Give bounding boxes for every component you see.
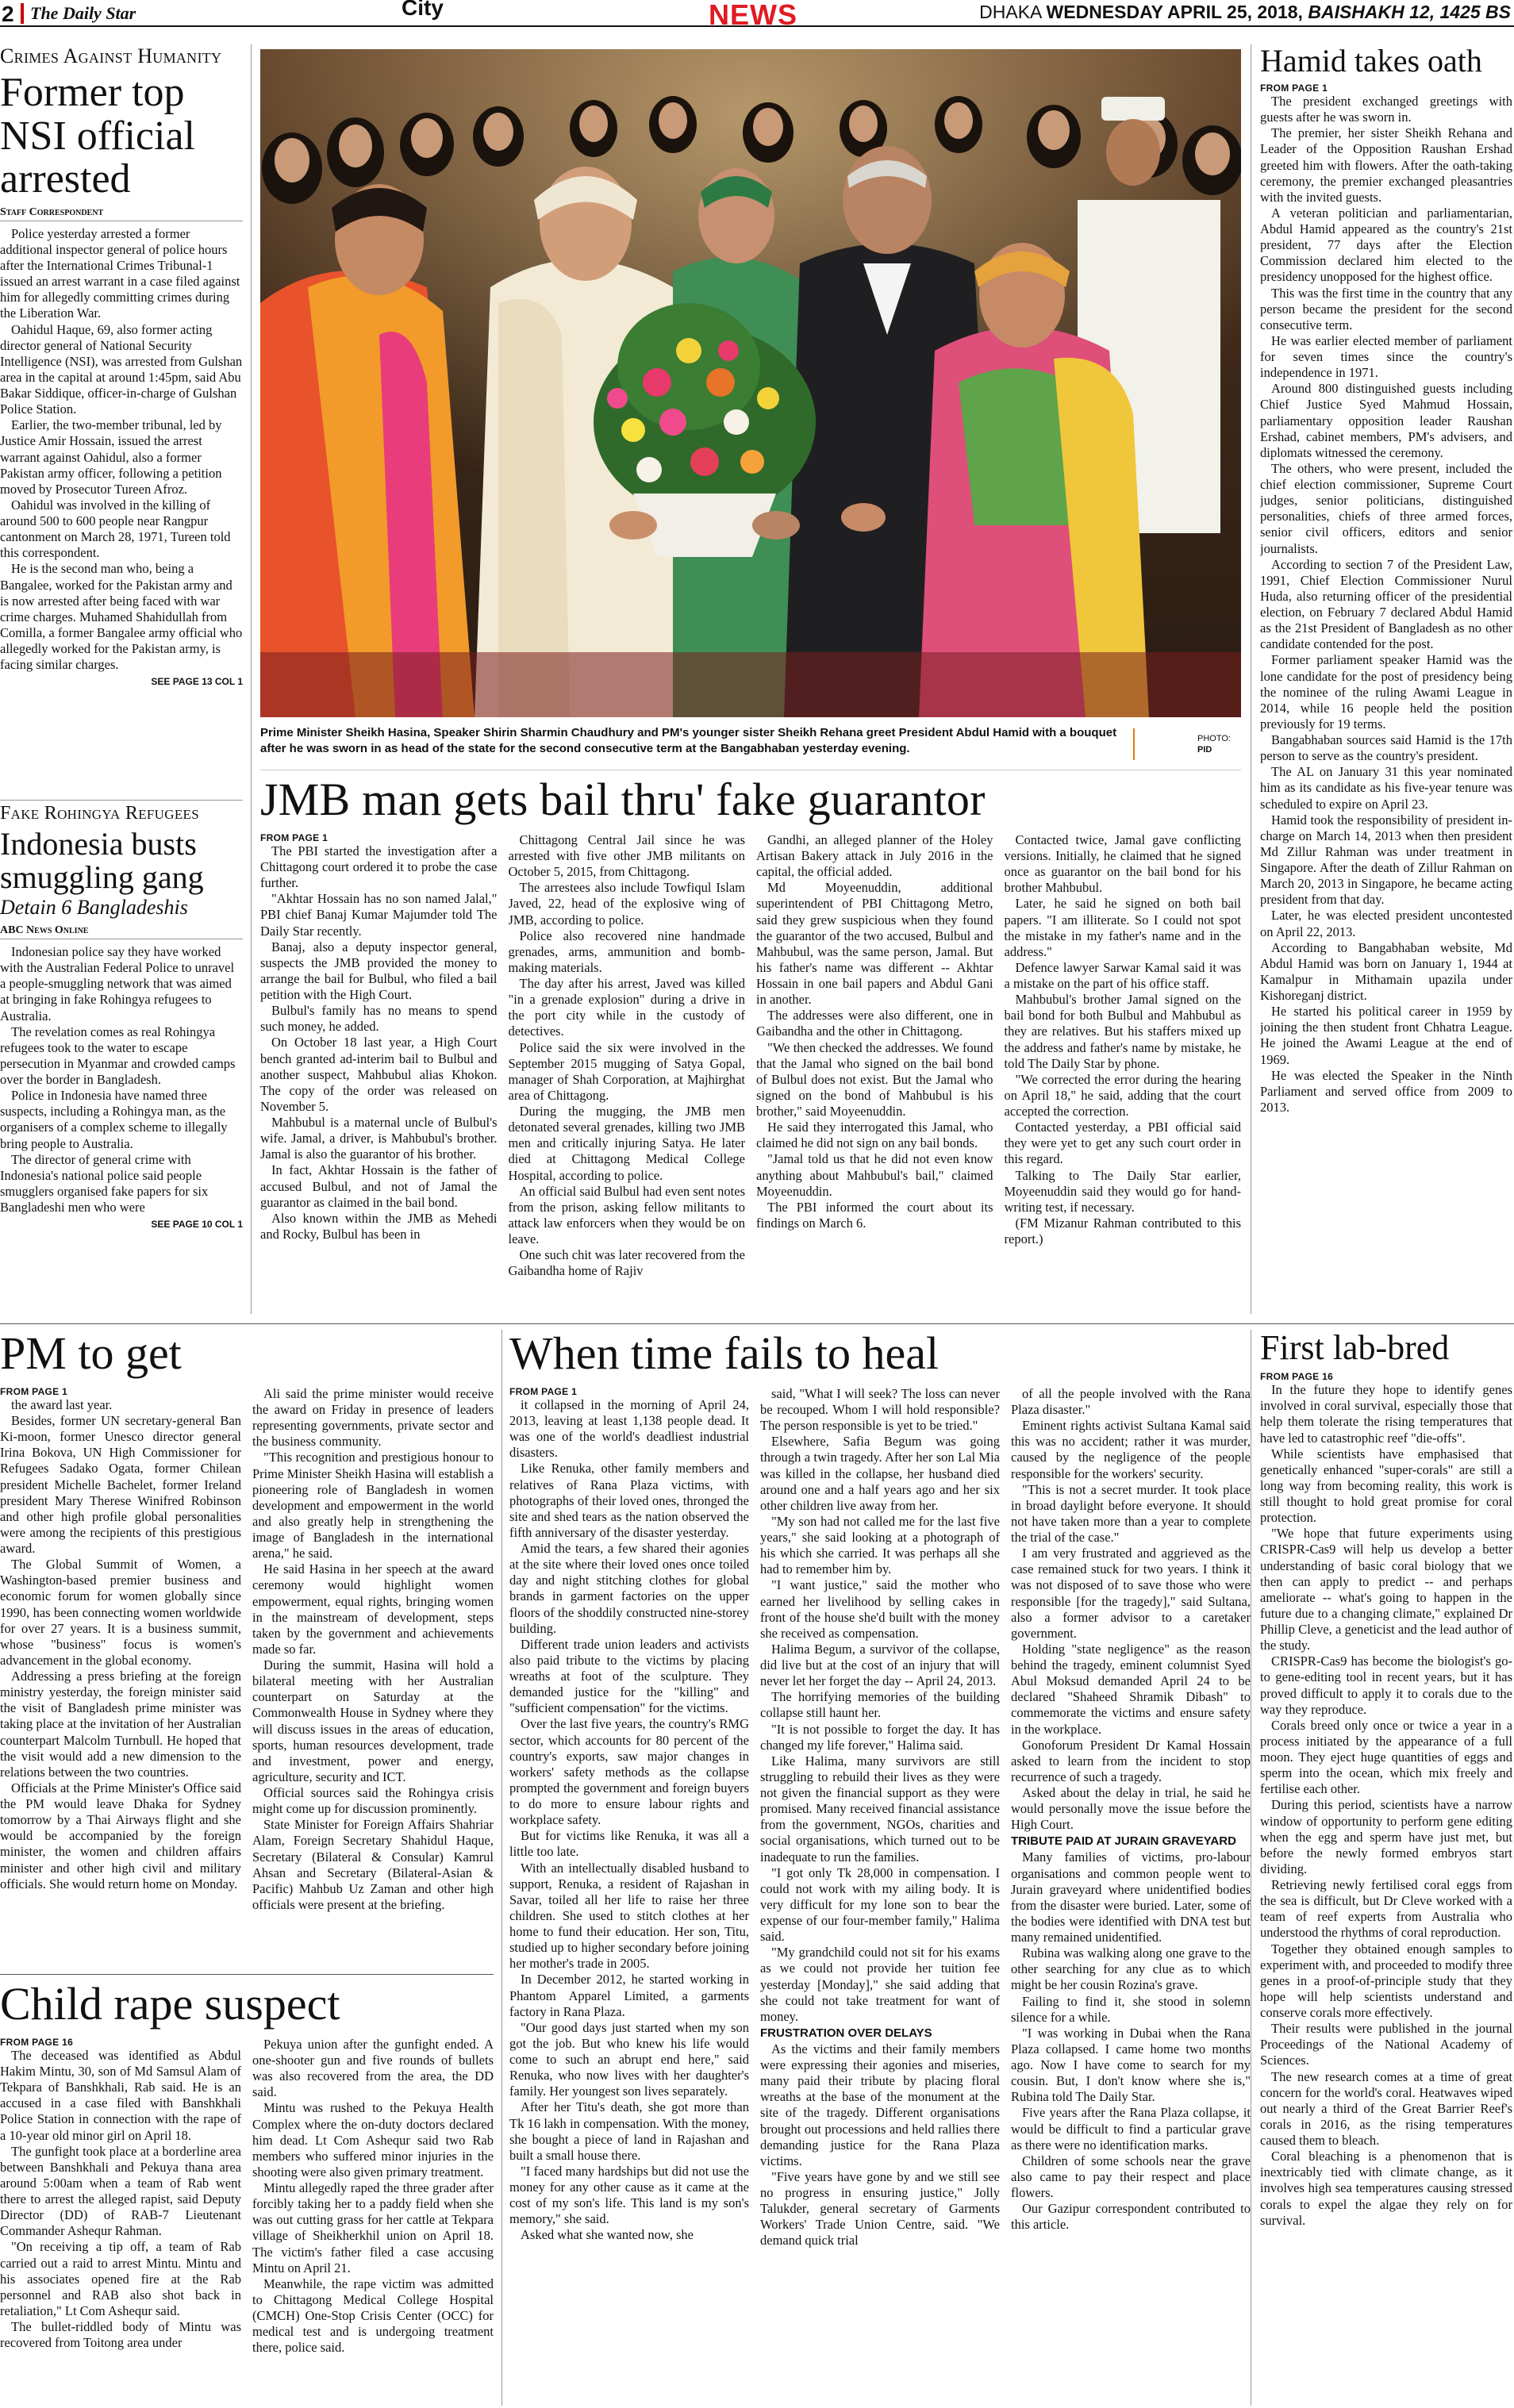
paragraph: The deceased was identified as Abdul Hakim Mintu, 30, son of Md Samsul Alam of Tekpara of Banshkhali, Rab said. He is an accused in a case filed with Banshkhali Police Station in connection with the rape of a 10-year old minor girl on April 18. (0, 2047, 241, 2143)
pm-article (0, 1330, 494, 1964)
masthead (0, 0, 1514, 31)
paragraph: Police yesterday arrested a former additional inspector general of police hours after the International Crimes Tribunal-1 issued an arrest warrant in a case filed against him for allegedly committing crimes during the Liberation War. (0, 225, 240, 321)
rape-headline: Child rape suspect (0, 1980, 340, 2030)
paragraph: Around 800 distinguished guests including Chief Justice Syed Mahmud Hossain, parliamentary opposition leader Raushan Ershad, cabinet members, PM's advisers, and diplomats witnessed the ceremony. (1260, 381, 1512, 460)
paragraph: According to Bangabhaban website, Md Abdul Hamid was born on January 1, 1944 at Kamalpur in Mithamain upazila under Kishoreganj district. (1260, 939, 1512, 1003)
jmb-col-2 (509, 832, 746, 1280)
nsi-kicker: Crimes Against Humanity (0, 44, 222, 67)
heal-col-1 (509, 1397, 749, 2244)
divider (251, 44, 252, 1314)
paragraph: Together they obtained enough samples to experiment with, and proceeded to modify three genes in a proof-of-principle study that they hope will help scientists understand and conserve corals more effectively. (1260, 1941, 1512, 2021)
paragraph: Earlier, the two-member tribunal, led by Justice Amir Hossain, issued the arrest warrant against Oahidul, also a former Pakistan army officer, following a petition moved by Prosecutor Tureen Afroz. (0, 417, 222, 497)
paragraph: The director of general crime with Indonesia's national police said people smugglers organised fake papers for six Bangladeshi men who were (0, 1151, 209, 1215)
indonesia-body (0, 944, 243, 1216)
paragraph: Indonesian police say they have worked with the Australian Federal Police to unravel a people-smuggling network that was aimed at bringing in fake Rohingya refugees to Australia. (0, 944, 235, 1023)
paragraph: (FM Mizanur Rahman contributed to this report.) (1004, 1215, 1241, 1247)
photo-caption: Prime Minister Sheikh Hasina, Speaker Shirin Sharmin Chaudhury and PM's younger sister Sheikh Rehana greet President Abdul Hamid with a bouquet after he was sworn in as head of the state for the second consecutive term at the Bangabhaban yesterday evening. (260, 726, 1117, 756)
paragraph: Gandhi, an alleged planner of the Holey Artisan Bakery attack in July 2016 in the capital, the official added. (756, 831, 993, 880)
paragraph: According to section 7 of the President Law, 1991, Chief Election Commissioner Nurul Huda, also returning officer of the presidential election, on February 7 declared Abdul Hamid as the 21st President of Bangladesh as no other candidate contended for the post. (1260, 556, 1512, 652)
paragraph: The addresses were also different, one in Gaibandha and the other in Chittagong. (756, 1008, 993, 1039)
paragraph: Meanwhile, the rape victim was admitted to Chittagong Medical College Hospital (CMCH) One-Stop Crisis Center (OCC) for medical test and is undergoing treatment there, police said. (252, 2276, 494, 2356)
paragraph: As the victims and their family members were expressing their agonies and miseries, many paid their tribute by placing floral wreaths at the base of the monument at the site of the tragedy. Different organisations brought out processions and held rallies there demanding justice for the Rana Plaza victims. (760, 2041, 1000, 2168)
paragraph: Holding "state negligence" as the reason behind the tragedy, eminent columnist Syed Abul Moksud demanded April 24 to be declared "Shaheed Shramik Dibash" to commemorate the victims and ensure safety in the workplace. (1011, 1641, 1251, 1737)
section-label: NEWS (709, 0, 797, 31)
paragraph: Ali said the prime minister would receive the award on Friday in presence of leaders representing governments, private sector and the business community. (252, 1385, 494, 1450)
paragraph: With an intellectually disabled husband to support, Renuka, a resident of Rajashan in Savar, toiled all her life to raise her three children. She used to stitch clothes at her home to fund their education. Her son, Titu, studied up to higher secondary before joining her mother's trade in 2005. (509, 1860, 749, 1972)
paragraph: "My grandchild could not sit for his exams as we could not provide her tuition fee yesterday [Monday]," she said adding that she could not take treatment for want of money. (760, 1945, 1000, 2024)
paragraph: it collapsed in the morning of April 24, 2013, leaving at least 1,138 people dead. It was one of the world's deadliest industrial disasters. (509, 1396, 749, 1461)
nsi-article (0, 44, 243, 801)
indonesia-article (0, 803, 243, 1317)
paragraph: He started his political career in 1959 by joining the then student front Chhatra League. He joined the Awami League at the end of 1969. (1260, 1004, 1512, 1067)
paragraph: "I faced many hardships but did not use the money for any other cause as it came at the cost of my son's life. This land is my son's memory," she said. (509, 2163, 749, 2227)
paragraph: "Jamal told us that he did not even know anything about Mahbubul's bail," claimed Moyeenuddin. (756, 1151, 993, 1199)
paragraph: Eminent rights activist Sultana Kamal said this was no accident; rather it was murder, caused by the negligence of the people responsible for the workers' security. (1011, 1418, 1251, 1481)
hamid-article (1260, 44, 1512, 1314)
paragraph: The PBI informed the court about its findings on March 6. (756, 1199, 993, 1231)
paragraph: Coral bleaching is a phenomenon that is inextricably tied with climate change, as it involves high sea temperatures causing stressed corals to expel the algae they rely on for survival. (1260, 2149, 1512, 2228)
paragraph: "We corrected the error during the hearing on April 18," he said, adding that the court accepted the correction. (1004, 1071, 1241, 1120)
paragraph: The PBI started the investigation after a Chittagong court ordered it to probe the case further. (260, 843, 498, 891)
paragraph: Mahbubul is a maternal uncle of Bulbul's wife. Jamal, a driver, is Mahbubul's brother. Jamal is also the guarantor of his brother. (260, 1115, 498, 1162)
lab-body (1260, 1382, 1512, 2229)
divider (0, 800, 243, 801)
heal-subhead-2: TRIBUTE PAID AT JURAIN GRAVEYARD (1011, 1834, 1236, 1849)
photo-credit (1197, 733, 1231, 756)
paragraph: Addressing a press briefing at the foreign ministry yesterday, the foreign minister said the visit of Bangladesh prime minister was taking place at the invitation of her Australian counterpart Malcolm Turnbull. He hoped that the visit would add a new dimension to the relations between the two countries. (0, 1669, 241, 1780)
indonesia-byline: ABC News Online (0, 924, 243, 939)
paragraph: Retrieving newly fertilised coral eggs from the sea is difficult, but Dr Cleve worked with a team of reef experts from Australia who understood the rhythms of coral reproduction. (1260, 1877, 1512, 1941)
paragraph: Besides, former UN secretary-general Ban Ki-moon, former Unesco director general Irina Bokova, UN High Commissioner for Refugees Sadako Ogata, former Chilean president Michelle Bachelet, former Ireland president Mary Therese Winifred Robinson and other high profile global personalities were among the recipients of this prestigious award. (0, 1413, 241, 1557)
dateline-city: DHAKA (979, 2, 1047, 22)
paragraph: Amid the tears, a few shared their agonies at the site where their loved ones once toiled day and night stitching clothes for global brands in garment factories on the upper floors of the shoddily constructed nine-storey building. (509, 1541, 749, 1636)
paragraph: The gunfight took place at a borderline area between Banshkhali and Pekuya thana area around 5:00am when a team of Rab went there to arrest the alleged rapist, said Deputy Director (DD) of RAB-7 Lieutenant Commander Ashequr Rahman. (0, 2143, 241, 2239)
paragraph: of all the people involved with the Rana Plaza disaster." (1011, 1385, 1251, 1418)
rape-col-1 (0, 2048, 241, 2351)
paragraph: "Five years have gone by and we still see no progress in ensuring justice," Jolly Talukder, general secretary of Garments Workers' Trade Union Centre, said. "We demand quick trial (760, 2168, 1000, 2249)
lab-article (1260, 1330, 1512, 2406)
heal-article (509, 1330, 1251, 2406)
jmb-article (260, 776, 1241, 1315)
paragraph: Like Renuka, other family members and relatives of Rana Plaza victims, with photographs of their loved ones, thronged the site and shed tears as the nation observed the fifth anniversary of the disaster yesterday. (509, 1461, 749, 1540)
paragraph: Over the last five years, the country's RMG sector, which accounts for 80 percent of the country's exports, saw major changes in workers' safety methods as the collapse prompted the government and foreign buyers to do more to ensure labour rights and workplace safety. (509, 1716, 749, 1828)
heal-subhead-1: FRUSTRATION OVER DELAYS (760, 2026, 932, 2040)
paragraph: But for victims like Renuka, it was all a little too late. (509, 1828, 749, 1860)
page-number: 2 (2, 2, 14, 26)
paragraph: The day after his arrest, Javed was killed "in a grenade explosion" during a drive in the port city while in the custody of detectives. (508, 976, 745, 1039)
paragraph: "I was working in Dubai when the Rana Plaza collapsed. I came home two months ago. Now I have come to search for my cousin. But, I don't know where she is," Rubina told The Daily Star. (1011, 2025, 1251, 2105)
paragraph: Later, he was elected president uncontested on April 22, 2013. (1260, 908, 1512, 939)
jmb-from: FROM PAGE 1 (260, 831, 329, 843)
heal-col-3 (1011, 1386, 1251, 1834)
paragraph: "My son had not called me for the last five years," she said looking at a photograph of his which she carried. It was perhaps all she had to remember him by. (760, 1513, 1000, 1577)
heal-col-2b (760, 2041, 1000, 2249)
paragraph: "Akhtar Hossain has no son named Jalal," PBI chief Banaj Kumar Majumder told The Daily Star recently. (260, 891, 498, 939)
paragraph: Different trade union leaders and activists also paid tribute to the victims by placing wreaths at foot of the sculpture. They demanded justice for the "killing" and "sufficient compensation" for the victims. (509, 1636, 749, 1716)
paragraph: During the mugging, the JMB men detonated several grenades, killing two JMB men and critically injuring Satya. He later died at Chittagong Medical College Hospital, according to police. (508, 1104, 745, 1183)
paragraph: Oahidul was involved in the killing of around 500 to 600 people near Rangpur cantonment on March 28, 1971, Tureen told this correspondent. (0, 497, 231, 561)
paragraph: Gonoforum President Dr Kamal Hossain asked to learn from the incident to stop recurrence of such a tragedy. (1011, 1737, 1251, 1784)
paragraph: The AL on January 31 this year nominated him as its candidate as his five-year tenure was scheduled to expire on April 23. (1260, 764, 1512, 812)
paragraph: He was elected the Speaker in the Ninth Parliament and served office from 2009 to 2013. (1260, 1067, 1512, 1115)
paragraph: During the summit, Hasina will hold a bilateral meeting with her Australian counterpart on Saturday at the Commonwealth House in Sydney where they will discuss issues in the areas of education, sports, human resources development, trade and investment, power and energy, agriculture, security and ICT. (252, 1657, 494, 1784)
hamid-headline: Hamid takes oath (1260, 44, 1482, 79)
paragraph: "This recognition and prestigious honour to Prime Minister Sheikh Hasina will establish a pioneering role of Bangladesh in women development and empowerment in the world and also greatly help in strengthening the image of Bangladesh in the international arena," he said. (252, 1450, 494, 1561)
paragraph: During this period, scientists have a narrow window of opportunity to perform gene editing when the egg and sperm have just met, but before the newly formed embryos start dividing. (1260, 1797, 1512, 1876)
paragraph: In December 2012, he started working in Phantom Apparel Limited, a garments factory in Rana Plaza. (509, 1972, 749, 2019)
paragraph: Mintu allegedly raped the three grader after forcibly taking her to a paddy field when she was out cutting grass for her cattle at Tekpara village of Sheikherkhil union on April 18. The victim's father filed a case accusing Mintu on April 21. (252, 2180, 494, 2276)
paragraph: The others, who were present, included the chief election commissioner, Supreme Court judges, senior politicians, distinguished personalities, chiefs of three armed forces, senior civil officers, editors and senior journalists. (1260, 460, 1512, 556)
divider (0, 1323, 1514, 1324)
pm-col-2 (252, 1386, 494, 1913)
paragraph: Md Moyeenuddin, additional superintendent of PBI Chittagong Metro, said they grew suspicious when they found the guarantor of the two accused, Bulbul and Mahbubul, was the same person, Jamal. But his father's name was different -- Akhtar Hossain in one bail papers and Abdul Gani in another. (756, 880, 993, 1008)
paragraph: The arrestees also include Towfiqul Islam Javed, 22, head of the explosive wing of JMB, according to police. (508, 880, 745, 927)
paragraph: Bangabhaban sources said Hamid is the 17th person to serve as the country's president. (1260, 732, 1512, 764)
heal-col-3b (1011, 1849, 1251, 2233)
lab-from: FROM PAGE 16 (1260, 1371, 1334, 1383)
paragraph: Failing to find it, she stood in solemn silence for a while. (1011, 1993, 1251, 2025)
paragraph: Officials at the Prime Minister's Office said the PM would leave Dhaka for Sydney tomorrow by a Thai Airways flight and she would be accompanied by the foreign minister, the women and children affairs minister and other high civil and military officials. She would return home on Monday. (0, 1780, 241, 1891)
paragraph: Police also recovered nine handmade grenades, arms, ammunition and bomb-making materials. (508, 927, 745, 975)
rape-col-2 (252, 2037, 494, 2356)
paragraph: Contacted yesterday, a PBI official said they were yet to get any such court order in this regard. (1004, 1120, 1241, 1167)
pm-from: FROM PAGE 1 (0, 1385, 68, 1397)
paragraph: Asked about the delay in trial, he said he would personally move the issue before the High Court. (1011, 1785, 1251, 1833)
paragraph: The bullet-riddled body of Mintu was recovered from Toitong area under (0, 2319, 241, 2351)
paragraph: "I got only Tk 28,000 in compensation. I could not work with my ailing body. It is very difficult for my lone son to bear the expense of our four-member family," Halima said. (760, 1865, 1000, 1945)
paragraph: An official said Bulbul had even sent notes from the prison, asking fellow militants to attack law enforcers when they would be on leave. (508, 1183, 745, 1247)
divider (0, 1974, 494, 1975)
paragraph: Contacted twice, Jamal gave conflicting versions. Initially, he claimed that he signed once as guarantor on the bail bond for his brother Mahbubul. (1004, 831, 1241, 896)
paragraph: Chittagong Central Jail since he was arrested with five other JMB militants on October 5, 2015, from Chittagong. (508, 831, 745, 880)
paragraph: The Global Summit of Women, a Washington-based premier business and economic forum for women globally since 1990, has been connecting women worldwide for over 27 years. It is a business summit, whose "business" focus is women's advancement in the global economy. (0, 1557, 241, 1668)
section-name: City (402, 0, 444, 20)
heal-from: FROM PAGE 1 (509, 1385, 578, 1397)
indonesia-headline: Indonesia busts smuggling gang (0, 826, 204, 895)
paper-name: The Daily Star (30, 3, 136, 23)
dateline-bangla: BAISHAKH 12, 1425 BS (1308, 2, 1511, 22)
hamid-from: FROM PAGE 1 (1260, 83, 1328, 94)
paragraph: Talking to The Daily Star earlier, Moyeenuddin said they would go for hand-writing test, if necessary. (1004, 1167, 1241, 1215)
indonesia-jump[interactable]: SEE PAGE 10 COL 1 (151, 1219, 243, 1231)
divider (501, 1330, 502, 2406)
jmb-col-1 (260, 843, 498, 1242)
paragraph: CRISPR-Cas9 has become the biologist's go-to gene-editing tool in recent years, but it has proved difficult to apply it to corals due to the way they reproduce. (1260, 1653, 1512, 1717)
paragraph: Banaj, also a deputy inspector general, suspects the JMB provided the money to arrange the bail for Bulbul, who filed a bail petition with the High Court. (260, 939, 498, 1003)
paragraph: Hamid took the responsibility of president in-charge on March 14, 2013 when then president Md Zillur Rahman was under treatment in Singapore. After the death of Zillur Rahman on March 20, 2013 in Singapore, he became acting president from that day. (1260, 812, 1512, 908)
lead-photo (260, 49, 1241, 717)
paragraph: Mintu was rushed to the Pekuya Health Complex where the on-duty doctors declared him dead. Lt Com Ashequr said two Rab members who suffered minor injuries in the shooting were also given primary treatment. (252, 2100, 494, 2179)
paragraph: the award last year. (11, 1396, 113, 1412)
dateline-date: WEDNESDAY APRIL 25, 2018, (1046, 2, 1308, 22)
paragraph: Many families of victims, pro-labour organisations and common people went to Jurain graveyard where unidentified bodies from the disaster were buried. Later, some of the bodies were identified with DNA test but many remained unidentified. (1011, 1849, 1251, 1945)
dateline (979, 2, 1511, 23)
paragraph: Mahbubul's brother Jamal signed on the bail bond for both Bulbul and Mahbubul as they are relatives. But his staffers mixed up the address and father's name by mistake, he told The Daily Star by phone. (1004, 992, 1241, 1071)
paragraph: Official sources said the Rohingya crisis might come up for discussion prominently. (252, 1785, 494, 1817)
paragraph: said, "What I will seek? The loss can never be recouped. Whom I will hold responsible? The person responsible is yet to be tried." (760, 1385, 1000, 1434)
paragraph: The revelation comes as real Rohingya refugees took to the water to escape persecution in Myanmar and crowded camps over the border in Bangladesh. (0, 1023, 236, 1087)
paragraph: This was the first time in the country that any person became the president for the second consecutive term. (1260, 285, 1512, 332)
paragraph: Asked what she wanted now, she (521, 2227, 694, 2243)
indonesia-kicker: Fake Rohingya Refugees (0, 803, 199, 824)
paragraph: "It is not possible to forget the day. It has changed my life forever," Halima said. (760, 1721, 1000, 1753)
hamid-body (1260, 94, 1512, 1116)
indonesia-subhead: Detain 6 Bangladeshis (0, 896, 188, 919)
photo-credit-source: PID (1197, 745, 1212, 755)
paragraph: "Our good days just started when my son got the job. But who knew his life would come to such an abrupt end here," said Renuka, who now lives with her daughter's family. Her youngest son lives separately. (509, 2019, 749, 2099)
paragraph: Corals breed only once or twice a year in a process initiated by the appearance of a full moon. They eject huge quantities of eggs and sperm into the ocean, which mix freely and fertilise each other. (1260, 1717, 1512, 1797)
paragraph: Five years after the Rana Plaza collapse, it would be difficult to find a particular grave as there were no identification marks. (1011, 2105, 1251, 2153)
paragraph: The president exchanged greetings with guests after he was sworn in. (1260, 94, 1512, 125)
paragraph: The new research comes at a time of great concern for the world's coral. Heatwaves wiped out nearly a third of the Great Barrier Reef's corals in 2016, as the rising temperatures caused them to bleach. (1260, 2068, 1512, 2149)
nsi-jump[interactable]: SEE PAGE 13 COL 1 (151, 676, 243, 688)
paragraph: While scientists have emphasised that genetically enhanced "super-corals" are still a long way from becoming reality, this work is still thought to hold great promise for coral protection. (1260, 1446, 1512, 1526)
paragraph: Halima Begum, a survivor of the collapse, did live but at the cost of an injury that will never let her forget the day -- April 24, 2013. (760, 1641, 1000, 1689)
paragraph: One such chit was later recovered from the Gaibandha home of Rajiv (508, 1247, 745, 1279)
paragraph: I am very frustrated and aggrieved as the case remained stuck for two years. I think it was not disposed of to save those who were responsible [for the tragedy]," said Sultana, also a former advisor to a caretaker government. (1011, 1546, 1251, 1641)
paragraph: Like Halima, many survivors are still struggling to rebuild their lives as they were not given the financial support as they were promised. Many received financial assistance from the government, NGOs, charities and social organisations, which turned out to be inadequate to run the families. (760, 1753, 1000, 1865)
rape-from: FROM PAGE 16 (0, 2036, 74, 2048)
paragraph: Their results were published in the journal Proceedings of the National Academy of Sciences. (1260, 2021, 1512, 2068)
jmb-headline: JMB man gets bail thru' fake guarantor (260, 776, 986, 825)
paragraph: "On receiving a tip off, a team of Rab carried out a raid to arrest Mintu. Mintu and his associates opened fire at the Rab personnel and RAB also shot back in retaliation," Lt Com Ashequr said. (0, 2239, 241, 2318)
heal-col-2 (760, 1386, 1000, 2025)
photo-credit-label: PHOTO: (1197, 734, 1231, 743)
paragraph: He was earlier elected member of parliament for seven times since the country's independence in 1971. (1260, 332, 1512, 381)
credit-divider (1133, 728, 1135, 760)
paragraph: The premier, her sister Sheikh Rehana and Leader of the Opposition Raushan Ershad greeted him with flowers. After the oath-taking ceremony, the premier exchanged pleasantries with the invited guests. (1260, 125, 1512, 205)
paragraph: The horrifying memories of the building collapse still haunt her. (760, 1689, 1000, 1721)
paragraph: Police in Indonesia have named three suspects, including a Rohingya man, as the organisers of a complex scheme to illegally bring people to Australia. (0, 1088, 228, 1151)
paragraph: Pekuya union after the gunfight ended. A one-shooter gun and five rounds of bullets was also recovered from the area, the DD said. (252, 2036, 494, 2100)
paragraph: Also known within the JMB as Mehedi and Rocky, Bulbul has been in (260, 1210, 498, 1242)
paragraph: Oahidul Haque, 69, also former acting director general of National Security Intelligence (NSI), was arrested from Gulshan area in the capital at around 1:45pm, said Abu Bakar Siddique, officer-in-charge of Gulshan Police Station. (0, 321, 243, 417)
paragraph: "We then checked the addresses. We found that the Jamal who signed on the bail bond of Bulbul does not exist. But the Jamal who signed on the bond of Mahbubul is his brother," said Moyeenuddin. (756, 1039, 993, 1120)
rape-article (0, 1980, 494, 2406)
paragraph: Defence lawyer Sarwar Kamal said it was a mistake on the part of his office staff. (1004, 959, 1241, 992)
heal-headline: When time fails to heal (509, 1330, 940, 1379)
paragraph: Former parliament speaker Hamid was the lone candidate for the post of presidency being the nominee of the ruling Awami League in 2014, while 16 people held the position previously for 19 terms. (1260, 652, 1512, 732)
lab-headline: First lab-bred (1260, 1330, 1450, 1367)
jmb-col-3 (756, 832, 993, 1231)
pm-col-1 (0, 1397, 241, 1892)
paragraph: "This is not a secret murder. It took place in broad daylight before everyone. It should not have taken more than a year to complete the trial of the case." (1011, 1481, 1251, 1546)
paragraph: In fact, Akhtar Hossain is the father of accused Bulbul, and not of Jamal the guarantor as claimed in the bail bond. (260, 1162, 498, 1210)
paragraph: On October 18 last year, a High Court bench granted ad-interim bail to Bulbul and another suspect, Mahbubul alias Khokon. The copy of the order was released on November 5. (260, 1035, 498, 1114)
paragraph: A veteran politician and parliamentarian, Abdul Hamid appeared as the country's 21st president, 77 days after the Election Commission declared him elected to the presidency unopposed for the highest office. (1260, 205, 1512, 285)
paragraph: In the future they hope to identify genes involved in coral survival, especially those that help them tolerate the rising temperatures that have led to catastrophic reef "die-offs". (1260, 1382, 1512, 1446)
paragraph: After her Titu's death, she got more than Tk 16 lakh in compensation. With the money, she bought a piece of land in Rajashan and built a small house there. (509, 2099, 749, 2163)
paragraph: He said they interrogated this Jamal, who claimed he did not sign on any bail bonds. (756, 1120, 993, 1151)
paragraph: "I want justice," said the mother who earned her livelihood by selling cakes in front of the house she'd built with the money she received as compensation. (760, 1577, 1000, 1641)
paragraph: Rubina was walking along one grave to the other searching for any clue as to which might be her cousin Rozina's grave. (1011, 1945, 1251, 1993)
paragraph: He said Hasina in her speech at the award ceremony would highlight women empowerment, equal rights, bringing women in the mainstream of development, steps taken by the government and achievements made so far. (252, 1561, 494, 1657)
paragraph: Elsewhere, Safia Begum was going through a twin tragedy. After her son Lal Mia was killed in the collapse, her husband died around one and a half years ago and her six other children live away from her. (760, 1434, 1000, 1513)
nsi-body (0, 226, 243, 674)
paragraph: Police said the six were involved in the September 2015 mugging of Satya Gopal, manager of Shah Corporation, at Majhirghat area of Chittagong. (508, 1039, 745, 1103)
paragraph: "We hope that future experiments using CRISPR-Cas9 will help us develop a better understanding of basic coral biology that we then can apply to predict -- and perhaps ameliorate -- what's going to happen in the future due to a changing climate," explained Dr Phillip Cleve, a geneticist and the lead author of the study. (1260, 1526, 1512, 1653)
nsi-byline: Staff Correspondent (0, 206, 243, 221)
paragraph: State Minister for Foreign Affairs Shahriar Alam, Foreign Secretary Shahidul Haque, Secretary (Bilateral & Consular) Kamrul Ahsan and Secretary (Bilateral-Asian & Pacific) Mahbub Uz Zaman and other high officials were present at the briefing. (252, 1817, 494, 1912)
paragraph: Children of some schools near the grave also came to pay their respect and place flowers. (1011, 2153, 1251, 2201)
pm-headline: PM to get (0, 1330, 182, 1379)
paragraph: He is the second man who, being a Bangalee, worked for the Pakistan army and is now arrested after being faced with war crime charges. Muhamed Shahidullah from Comilla, a former Bangalee army official who allegedly worked for the Pakistan army, is facing similar charges. (0, 561, 243, 673)
paragraph: Bulbul's family has no means to spend such money, he added. (260, 1003, 498, 1035)
page-number-divider (21, 3, 24, 24)
paragraph: Our Gazipur correspondent contributed to this article. (1011, 2201, 1251, 2233)
jmb-col-4 (1005, 832, 1242, 1247)
nsi-headline: Former top NSI official arrested (0, 70, 195, 202)
paragraph: Later, he said he signed on both bail papers. "I am illiterate. So I could not spot the mistake in my father's name and in the address." (1004, 896, 1241, 959)
